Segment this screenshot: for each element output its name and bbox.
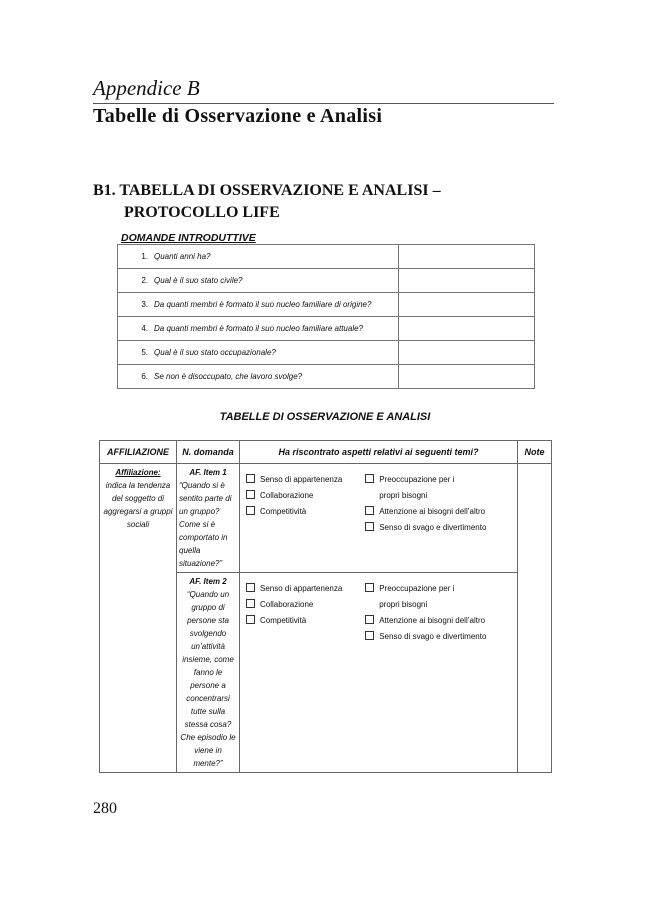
question-number: 5. [141, 348, 148, 357]
table-row [100, 464, 552, 573]
question-number: 6. [141, 372, 148, 381]
question-text: Se non è disoccupato, che lavoro svolge? [154, 372, 303, 381]
question-text: Qual è il suo stato civile? [154, 276, 243, 285]
section-title [93, 180, 441, 224]
intro-questions-table [117, 244, 535, 389]
item-question: “Quando si è sentito parte di un gruppo? Come si è comportato in quella situazione?” [179, 481, 232, 568]
table-row [118, 245, 535, 269]
header-note: Note [518, 441, 552, 464]
appendix-label: Appendice B [93, 76, 200, 100]
checkbox-preoccupazione[interactable]: Preoccupazione per i [365, 581, 513, 597]
question-number: 1. [141, 252, 148, 261]
checkbox-icon[interactable] [365, 522, 374, 531]
answer-cell[interactable] [399, 365, 535, 389]
section-title-line2: PROTOCOLLO LIFE [124, 204, 280, 221]
question-number: 4. [141, 324, 148, 333]
answer-cell[interactable] [399, 293, 535, 317]
checkbox-icon[interactable] [365, 631, 374, 640]
answer-cell[interactable] [399, 317, 535, 341]
answer-cell[interactable] [399, 245, 535, 269]
item-cell [177, 573, 240, 773]
checkbox-icon[interactable] [246, 506, 255, 515]
checkbox-svago[interactable]: Senso di svago e divertimento [365, 629, 513, 645]
item-label: AF. Item 2 [189, 577, 227, 586]
question-text: Quanti anni ha? [154, 252, 211, 261]
affiliation-label: Affiliazione: [115, 468, 161, 477]
checkbox-collaborazione[interactable]: Collaborazione [246, 597, 365, 613]
table-row [118, 365, 535, 389]
header-temi: Ha riscontrato aspetti relativi ai seguenti temi? [240, 441, 518, 464]
checkbox-attenzione[interactable]: Attenzione ai bisogni dell’altro [365, 613, 513, 629]
checkbox-icon[interactable] [365, 615, 374, 624]
header-n-domanda: N. domanda [177, 441, 240, 464]
checkbox-senso-appartenenza[interactable]: Senso di appartenenza [246, 472, 365, 488]
checkbox-senso-appartenenza[interactable]: Senso di appartenenza [246, 581, 365, 597]
themes-cell [240, 464, 518, 573]
table-row [118, 341, 535, 365]
section-title-line1: B1. TABELLA DI OSSERVAZIONE E ANALISI – [93, 182, 441, 199]
checkbox-icon[interactable] [246, 490, 255, 499]
option-continuation: propri bisogni [379, 600, 428, 609]
answer-cell[interactable] [399, 269, 535, 293]
affiliation-cell [100, 464, 177, 773]
table-row [118, 293, 535, 317]
checkbox-icon[interactable] [246, 615, 255, 624]
table-row [118, 269, 535, 293]
checkbox-collaborazione[interactable]: Collaborazione [246, 488, 365, 504]
tables-heading: TABELLE DI OSSERVAZIONE E ANALISI [219, 411, 431, 423]
intro-heading: DOMANDE INTRODUTTIVE [121, 232, 256, 244]
table-header-row [100, 441, 552, 464]
question-text: Da quanti membri è formato il suo nucleo familiare di origine? [154, 300, 372, 309]
question-number: 2. [141, 276, 148, 285]
observation-table [99, 440, 552, 773]
themes-cell [240, 573, 518, 773]
note-cell[interactable] [518, 464, 552, 773]
checkbox-icon[interactable] [365, 506, 374, 515]
checkbox-icon[interactable] [246, 599, 255, 608]
page-title: Tabelle di Osservazione e Analisi [93, 105, 383, 127]
affiliation-description: indica la tendenza del soggetto di aggregarsi a gruppi sociali [103, 481, 173, 529]
checkbox-attenzione[interactable]: Attenzione ai bisogni dell’altro [365, 504, 513, 520]
answer-cell[interactable] [399, 341, 535, 365]
checkbox-icon[interactable] [365, 583, 374, 592]
header-affiliazione: AFFILIAZIONE [100, 441, 177, 464]
checkbox-svago[interactable]: Senso di svago e divertimento [365, 520, 513, 536]
checkbox-icon[interactable] [365, 474, 374, 483]
checkbox-preoccupazione[interactable]: Preoccupazione per i [365, 472, 513, 488]
question-number: 3. [141, 300, 148, 309]
option-continuation: propri bisogni [379, 491, 428, 500]
item-label: AF. Item 1 [189, 468, 227, 477]
checkbox-competitivita[interactable]: Competitività [246, 504, 365, 520]
page-number: 280 [93, 800, 117, 817]
checkbox-icon[interactable] [246, 583, 255, 592]
item-question: “Quando un gruppo di persone sta svolgendo un’attività insieme, come fanno le persone a concentrarsi tutte sulla stessa cosa? Che episodio le viene in mente?” [180, 590, 236, 768]
header-rule [93, 103, 554, 104]
question-text: Qual è il suo stato occupazionale? [154, 348, 276, 357]
question-text: Da quanti membri è formato il suo nucleo familiare attuale? [154, 324, 363, 333]
table-row [118, 317, 535, 341]
checkbox-icon[interactable] [246, 474, 255, 483]
item-cell [177, 464, 240, 573]
checkbox-competitivita[interactable]: Competitività [246, 613, 365, 629]
